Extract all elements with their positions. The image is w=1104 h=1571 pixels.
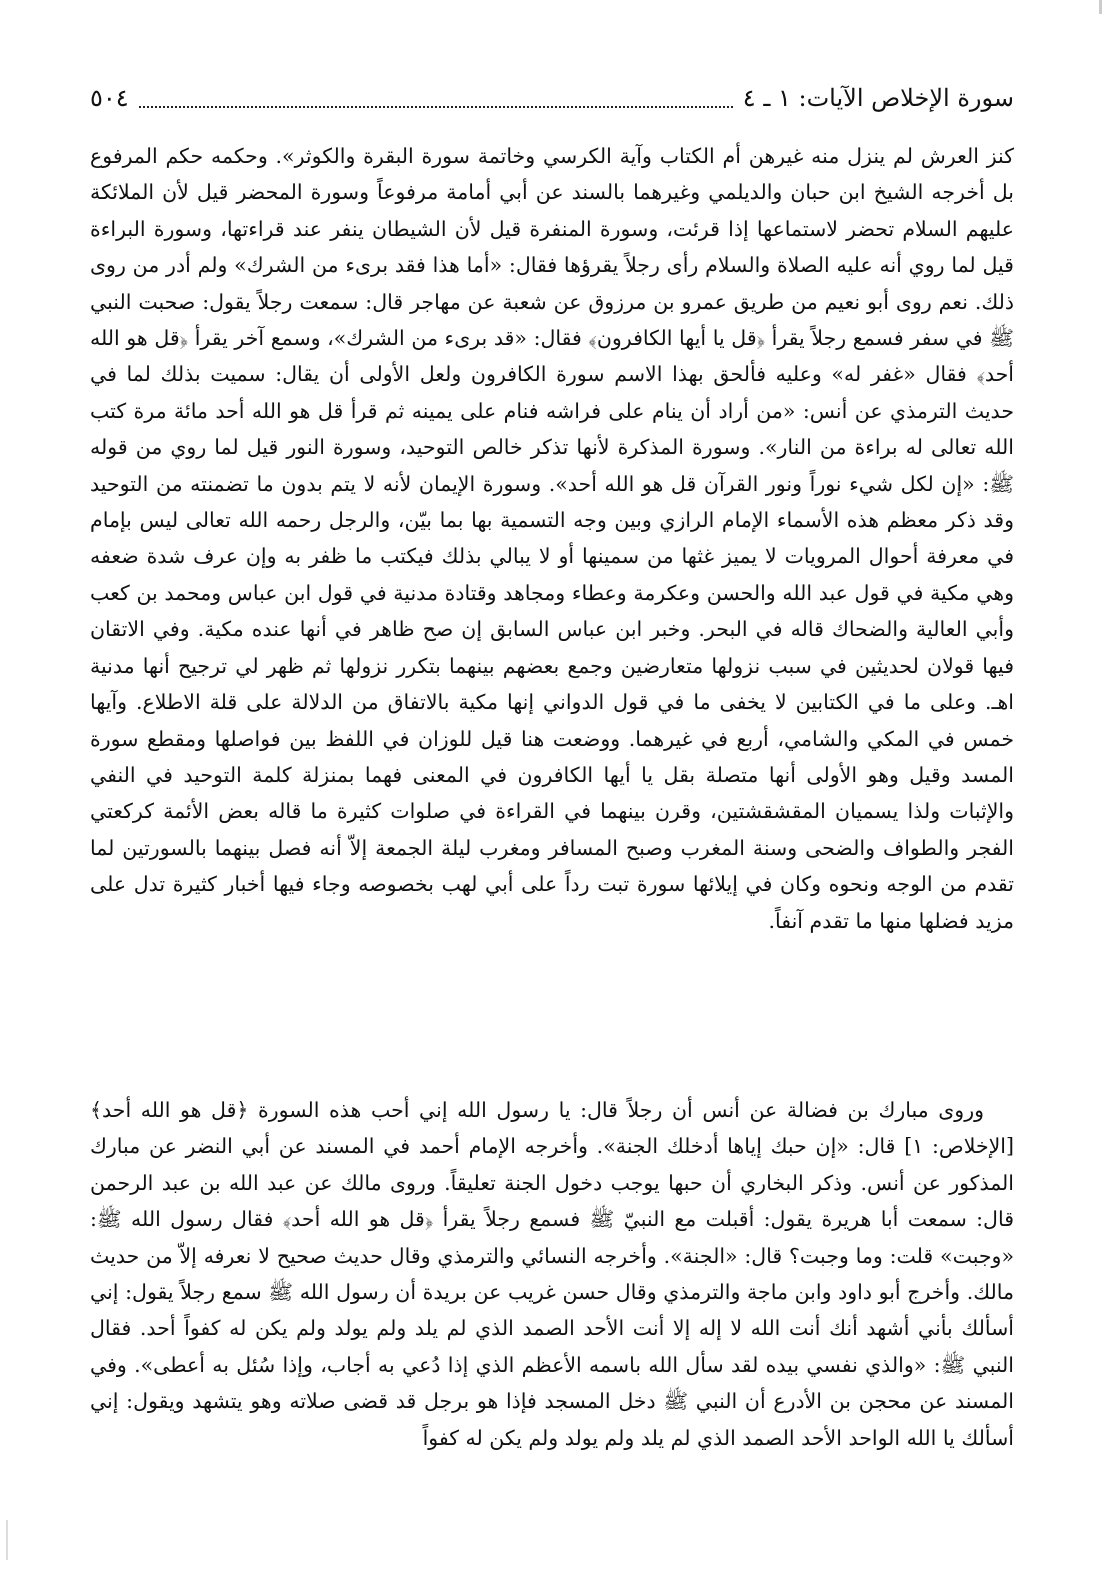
scan-edge-mark xyxy=(6,1520,8,1560)
scan-edge-mark xyxy=(1099,0,1102,14)
paragraph-text: وروى مبارك بن فضالة عن أنس أن رجلاً قال: يا رسول الله إني أحب هذه السورة ﴿قل هو الله أحد﴾ [الإخلاص: ١] قال: «إن حبك إياها أدخلك الجنة». وأخرجه الإمام أحمد في المسند عن أبي النضر عن مبارك المذكور عن أنس. وذكر البخاري أن حبها يوجب دخول الجنة تعليقاً. وروى مالك عن عبد الله بن عبد الرحمن قال: سمعت أبا هريرة يقول: أقبلت مع النبيّ ﷺ فسمع رجلاً يقرأ ﴿قل هو الله أحد﴾ فقال رسول الله ﷺ: «وجبت» قلت: وما وجبت؟ قال: «الجنة». وأخرجه النسائي والترمذي وقال حديث صحيح لا نعرفه إلاّ من حديث مالك. وأخرج أبو داود وابن ماجة والترمذي وقال حسن غريب عن بريدة أن رسول الله ﷺ سمع رجلاً يقول: إني أسألك بأني أشهد أنك أنت الله لا إله إلا أنت الأحد الصمد الذي لم يلد ولم يولد ولم يكن له كفواً أحد. فقال النبي ﷺ: «والذي نفسي بيده لقد سأل الله باسمه الأعظم الذي إذا دُعي به أجاب، وإذا سُئل به أعطى». وفي المسند عن محجن بن الأدرع أن النبي ﷺ دخل المسجد فإذا هو برجل قد قضى صلاته وهو يتشهد ويقول: إني أسألك يا الله الواحد الأحد الصمد الذي لم يلد ولم يولد ولم يكن له كفواً xyxy=(90,1098,1014,1450)
header-title: سورة الإخلاص الآيات: ١ ـ ٤ xyxy=(742,84,1014,112)
page-number: ٥٠٤ xyxy=(90,84,129,112)
header-dot-leader xyxy=(139,105,733,108)
paragraph-2 xyxy=(90,1092,1014,1456)
running-header xyxy=(90,78,1014,118)
paragraph-1 xyxy=(90,138,1014,939)
paragraph-text: كنز العرش لم ينزل منه غيرهن أم الكتاب وآية الكرسي وخاتمة سورة البقرة والكوثر». وحكمه حكم المرفوع بل أخرجه الشيخ ابن حبان والديلمي وغيرهما بالسند عن أبي أمامة مرفوعاً وسورة المحضر قيل لأن الملائكة عليهم السلام تحضر لاستماعها إذا قرئت، وسورة المنفرة قيل لأن الشيطان ينفر عند قراءتها، وسورة البراءة قيل لما روي أنه عليه الصلاة والسلام رأى رجلاً يقرؤها فقال: «أما هذا فقد برىء من الشرك» ولم أدر من روى ذلك. نعم روى أبو نعيم من طريق عمرو بن مرزوق عن شعبة عن مهاجر قال: سمعت رجلاً يقول: صحبت النبي ﷺ في سفر فسمع رجلاً يقرأ ﴿قل يا أيها الكافرون﴾ فقال: «قد برىء من الشرك»، وسمع آخر يقرأ ﴿قل هو الله أحد﴾ فقال «غفر له» وعليه فألحق بهذا الاسم سورة الكافرون ولعل الأولى أن يقال: سميت بذلك لما في حديث الترمذي عن أنس: «من أراد أن ينام على فراشه فنام على يمينه ثم قرأ قل هو الله أحد مائة مرة كتب الله تعالى له براءة من النار». وسورة المذكرة لأنها تذكر خالص التوحيد، وسورة النور قيل لما روي من قوله ﷺ: «إن لكل شيء نوراً ونور القرآن قل هو الله أحد». وسورة الإيمان لأنه لا يتم بدون ما تضمنته من التوحيد وقد ذكر معظم هذه الأسماء الإمام الرازي وبين وجه التسمية بها بما بيّن، والرجل رحمه الله تعالى ليس بإمام في معرفة أحوال المرويات لا يميز غثها من سمينها أو لا يبالي بذلك فيكتب ما ظفر به وإن عرف شدة ضعفه وهي مكية في قول عبد الله والحسن وعكرمة وعطاء ومجاهد وقتادة مدنية في قول ابن عباس ومحمد بن كعب وأبي العالية والضحاك قاله في البحر. وخبر ابن عباس السابق إن صح ظاهر في أنها عنده مكية. وفي الاتقان فيها قولان لحديثين في سبب نزولها متعارضين وجمع بعضهم بينهما بتكرر نزولها ثم ظهر لي ترجيح أنها مدنية اهـ. وعلى ما في الكتابين لا يخفى ما في قول الدواني إنها مكية بالاتفاق من الدلالة على قلة الاطلاع. وآيها خمس في المكي والشامي، أربع في غيرهما. ووضعت هنا قيل للوزان في اللفظ بين فواصلها ومقطع سورة المسد وقيل وهو الأولى أنها متصلة بقل يا أيها الكافرون في المعنى فهما بمنزلة كلمة التوحيد في النفي والإثبات ولذا يسميان المقشقشتين، وقرن بينهما في القراءة في صلوات كثيرة ما قاله بعض الأئمة كركعتي الفجر والطواف والضحى وسنة المغرب وصبح المسافر ومغرب ليلة الجمعة إلاّ أنه فصل بينهما بالسورتين لما تقدم من الوجه ونحوه وكان في إيلائها سورة تبت رداً على أبي لهب بخصوصه وجاء فيها أخبار كثيرة تدل على مزيد فضلها منها ما تقدم آنفاً. xyxy=(90,144,1014,933)
